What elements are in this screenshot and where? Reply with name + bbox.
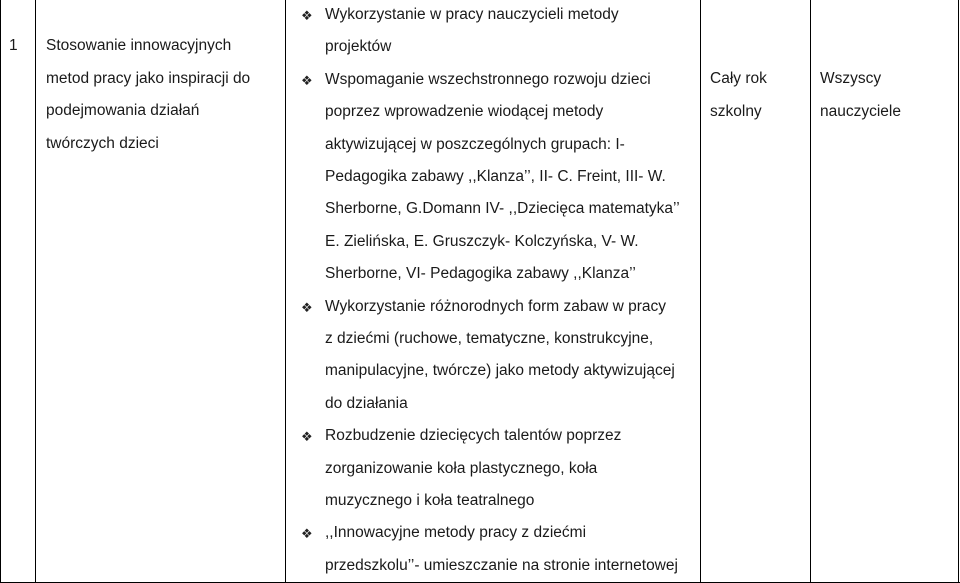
responsible-cell [820,63,901,128]
bullet-diamond-icon: ❖ [301,299,313,315]
table-border-left [0,0,1,583]
topic-cell [46,30,250,160]
bullet-diamond-icon: ❖ [301,8,313,23]
term-line: Cały rok [710,70,767,87]
content-text-line: E. Zielińska, E. Gruszczyk- Kolczyńska, V- W. [325,232,639,250]
content-text-line: Rozbudzenie dziecięcych talentów poprzez [325,427,622,445]
content-text-line: projektów [325,38,392,56]
content-text-line: Wykorzystanie w pracy nauczycieli metody [325,6,619,23]
term-cell [710,63,767,128]
table-border-col1 [35,0,36,583]
content-text-line: Wspomaganie wszechstronnego rozwoju dzieci [325,70,651,88]
content-text-line: manipulacyjne, twórcze) jako metody aktywizującej [325,362,675,380]
content-text-line: Sherborne, G.Domann IV- ,,Dziecięca matematyka’’ [325,200,680,218]
content-text-line: Sherborne, VI- Pedagogika zabawy ,,Klanza’’ [325,265,636,283]
table-border-col2 [285,0,286,583]
topic-line: podejmowania działań [46,102,200,119]
responsible-line: nauczyciele [820,102,901,120]
content-text-line: poprzez wprowadzenie wiodącej metody [325,103,604,121]
content-text-line: do działania [325,394,408,412]
bullet-diamond-icon: ❖ [301,72,313,88]
bullet-diamond-icon: ❖ [301,526,313,542]
content-text-line: aktywizującej w poszczególnych grupach: I- [325,135,625,153]
topic-line: metod pracy jako inspiracji do [46,69,251,87]
table-border-col3 [700,0,701,583]
topic-line: twórczych dzieci [46,134,159,152]
responsible-line: Wszyscy [820,70,882,87]
content-text-line: przedszkolu’’- umieszczanie na stronie internetowej [325,556,678,574]
topic-line: Stosowanie innowacyjnych [46,37,232,54]
row-number: 1 [9,37,18,54]
content-text-line: Wykorzystanie różnorodnych form zabaw w pracy [325,297,666,315]
bullet-diamond-icon: ❖ [301,429,313,445]
content-text-line: zorganizowanie koła plastycznego, koła [325,459,598,477]
table-border-col4 [810,0,811,583]
content-text-line: muzycznego i koła teatralnego [325,492,535,509]
content-text-line: ,,Innowacyjne metody pracy z dziećmi [325,524,587,542]
content-text-line: z dziećmi (ruchowe, tematyczne, konstrukcyjne, [325,330,654,347]
table-border-right [958,0,959,583]
content-text-line: Pedagogika zabawy ,,Klanza’’, II- C. Freint, III- W. [325,168,666,185]
term-line: szkolny [710,102,762,120]
